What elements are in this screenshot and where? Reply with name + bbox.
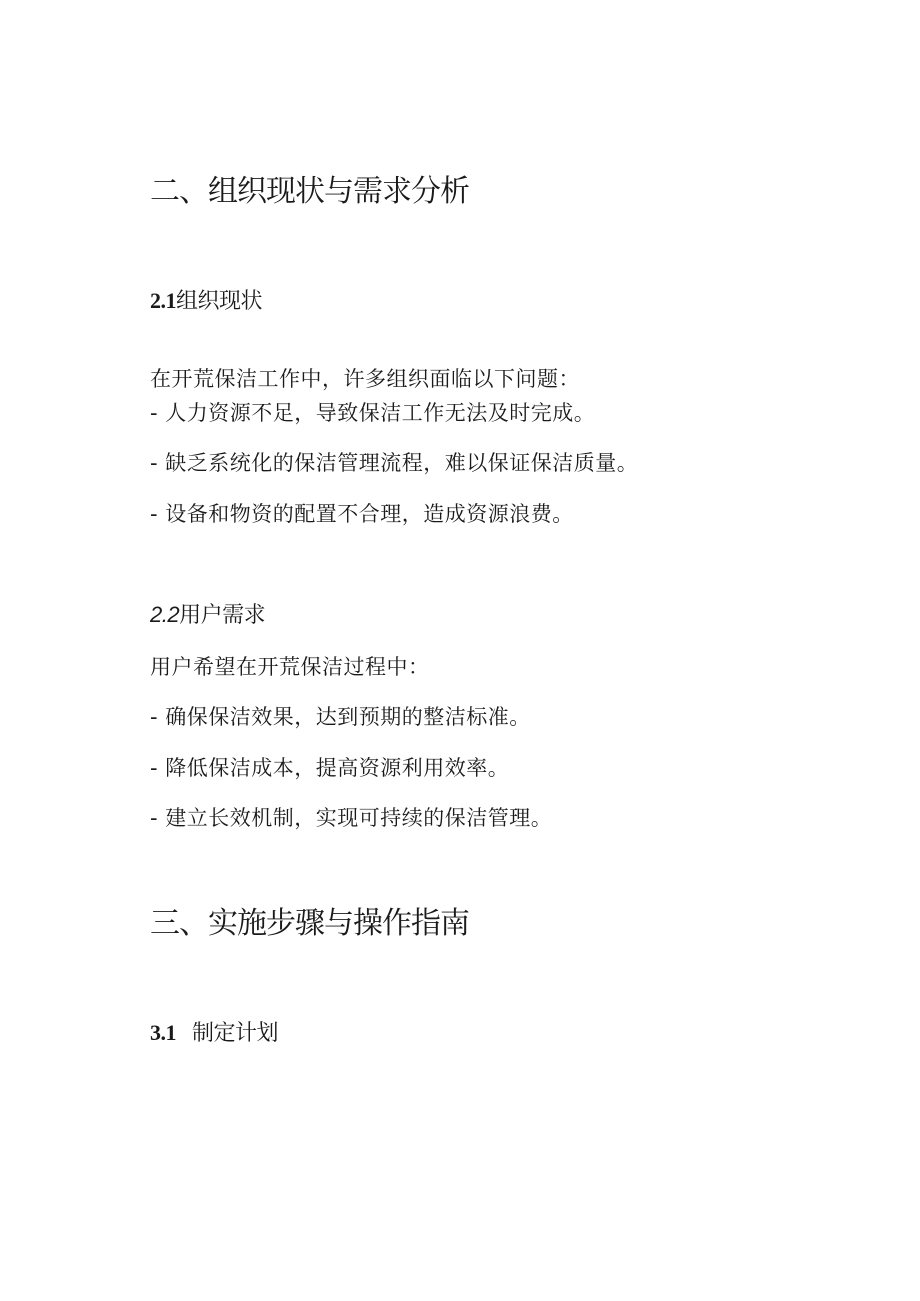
list-item: - 人力资源不足，导致保洁工作无法及时完成。 bbox=[150, 401, 596, 425]
list-item: - 降低保洁成本，提高资源利用效率。 bbox=[150, 756, 510, 780]
subsection-3-1-title: 制定计划 bbox=[192, 1021, 279, 1046]
subsection-2-2-number: 2.2 bbox=[150, 602, 180, 627]
list-item: - 缺乏系统化的保洁管理流程，难以保证保洁质量。 bbox=[150, 451, 639, 475]
subsection-3-1-number: 3.1 bbox=[150, 1020, 176, 1045]
subsection-3-1-heading bbox=[150, 1022, 278, 1045]
subsection-2-1-heading bbox=[150, 290, 262, 313]
subsection-2-2-intro: 用户希望在开荒保洁过程中： bbox=[150, 655, 430, 679]
subsection-2-2-heading bbox=[150, 604, 265, 627]
subsection-2-2-title: 用户需求 bbox=[179, 603, 266, 628]
list-item: - 建立长效机制，实现可持续的保洁管理。 bbox=[150, 806, 553, 830]
section-3-heading: 三、实施步骤与操作指南 bbox=[150, 906, 469, 941]
list-item: - 确保保洁效果，达到预期的整洁标准。 bbox=[150, 705, 531, 729]
section-2-heading: 二、组织现状与需求分析 bbox=[150, 174, 469, 209]
subsection-2-1-number: 2.1 bbox=[150, 288, 176, 313]
list-item: - 设备和物资的配置不合理，造成资源浪费。 bbox=[150, 502, 574, 526]
subsection-2-1-title: 组织现状 bbox=[176, 289, 263, 314]
subsection-2-1-intro: 在开荒保洁工作中，许多组织面临以下问题： bbox=[150, 367, 580, 391]
